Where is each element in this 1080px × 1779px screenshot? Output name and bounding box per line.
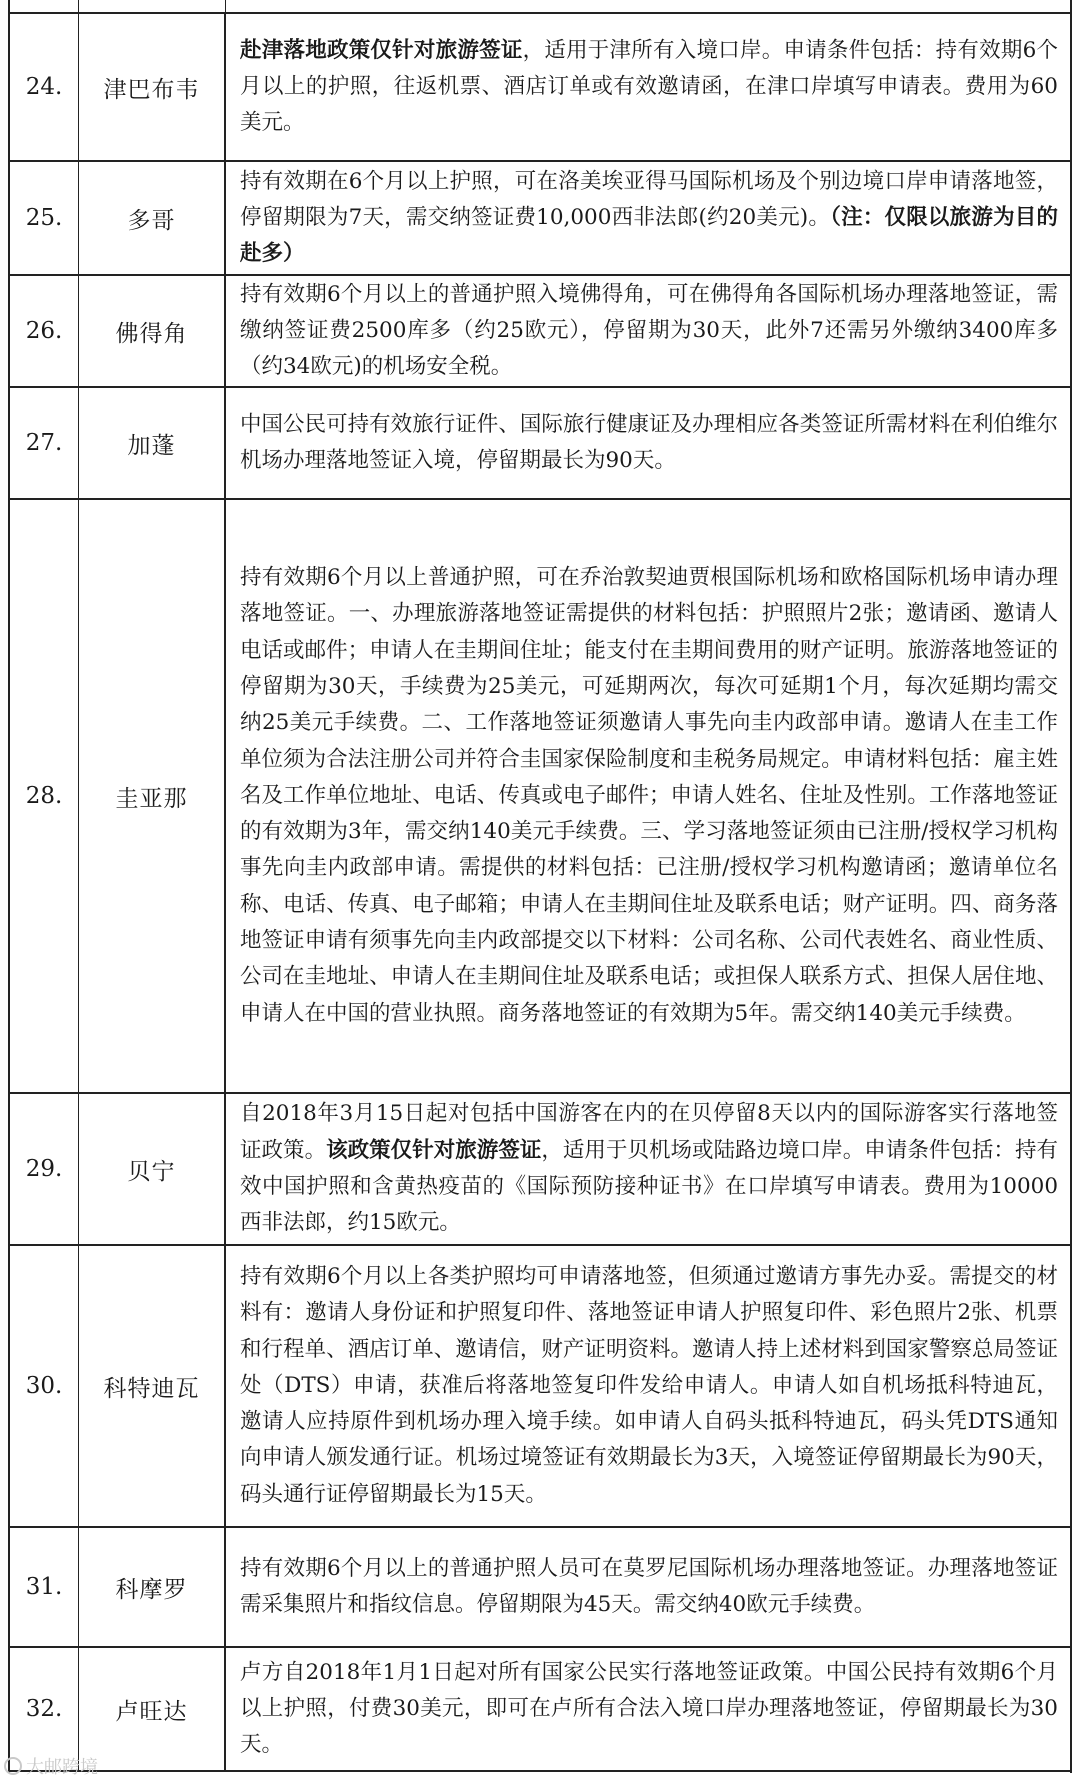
- text: 持有效期6个月以上的普通护照人员可在莫罗尼国际机场办理落地签证。办理落地签证需采集照片和指纹信息。停留期限为45天。需交纳40欧元手续费。: [240, 1555, 1058, 1617]
- table-row: [10, 388, 1070, 500]
- bold-text: （注：仅限以旅游为目的赴多）: [240, 204, 1058, 267]
- policy-description: [226, 1648, 1070, 1770]
- row-number: 29.: [10, 1094, 79, 1244]
- text: 中国公民可持有效旅行证件、国际旅行健康证及办理相应各类签证所需材料在利伯维尔机场办理落地签证入境，停留期最长为90天。: [240, 411, 1058, 473]
- text: ，适用于津所有入境口岸。申请条件包括：持有效期6个月以上的护照，往返机票、酒店订单或有效邀请函，在津口岸填写申请表。费用为60美元。: [240, 37, 1058, 136]
- text: 自2018年3月15日起对包括中国游客在内的在贝停留8天以内的国际游客实行落地签证政策。: [240, 1101, 1058, 1163]
- policy-description: [226, 388, 1070, 498]
- row-number: 32.: [10, 1648, 79, 1770]
- policy-description: [226, 162, 1070, 274]
- row-number: 24.: [10, 14, 79, 160]
- country-name: 卢旺达: [79, 1648, 226, 1770]
- country-name: 贝宁: [79, 1094, 226, 1244]
- watermark-text: 大邮跨境: [26, 1757, 98, 1778]
- text: 持有效期6个月以上的普通护照入境佛得角，可在佛得角各国际机场办理落地签证，需缴纳签证费2500库多（约25欧元），停留期为30天，此外7还需另外缴纳3400库多（约34欧元)的机场安全税。: [240, 281, 1058, 380]
- bold-text: 赴津落地政策仅针对旅游签证: [240, 37, 523, 63]
- text: 持有效期6个月以上各类护照均可申请落地签，但须通过邀请方事先办妥。需提交的材料有：邀请人身份证和护照复印件、落地签证申请人护照复印件、彩色照片2张、机票和行程单、酒店订单、邀请信，财产证明资料。邀请人持上述材料到国家警察总局签证处（DTS）申请，获准后将落地签复印件发给申请人。申请人如自机场抵科特迪瓦，邀请人应持原件到机场办理入境手续。如申请人自码头抵科特迪瓦，码头凭DTS通知向申请人颁发通行证。机场过境签证有效期最长为3天，入境签证停留期最长为90天，码头通行证停留期最长为15天。: [240, 1263, 1058, 1507]
- bold-text: 该政策仅针对旅游签证: [326, 1137, 542, 1163]
- table-row: [10, 162, 1070, 276]
- country-name: 圭亚那: [79, 500, 226, 1092]
- policy-description: [226, 500, 1070, 1092]
- policy-description: [226, 14, 1070, 160]
- watermark-logo-icon: [4, 1757, 22, 1775]
- country-name: 佛得角: [79, 276, 226, 386]
- row-number: 30.: [10, 1246, 79, 1526]
- table-row: [10, 1246, 1070, 1528]
- column-divider: [225, 0, 226, 12]
- policy-description: [226, 276, 1070, 386]
- row-number: 28.: [10, 500, 79, 1092]
- country-name: 多哥: [79, 162, 226, 274]
- policy-description: [226, 1246, 1070, 1526]
- row-number: 25.: [10, 162, 79, 274]
- table-row: [10, 1648, 1070, 1772]
- watermark: [4, 1753, 98, 1779]
- policy-description: [226, 1094, 1070, 1244]
- country-name: 科特迪瓦: [79, 1246, 226, 1526]
- table-row: [10, 12, 1070, 162]
- column-divider: [78, 0, 79, 12]
- row-number: 31.: [10, 1528, 79, 1646]
- country-name: 科摩罗: [79, 1528, 226, 1646]
- table-row: [10, 1528, 1070, 1648]
- table-row: [10, 276, 1070, 388]
- row-number: 26.: [10, 276, 79, 386]
- text: 持有效期6个月以上普通护照，可在乔治敦契迪贾根国际机场和欧格国际机场申请办理落地签证。一、办理旅游落地签证需提供的材料包括：护照照片2张；邀请函、邀请人电话或邮件；申请人在圭期间住址；能支付在圭期间费用的财产证明。旅游落地签证的停留期为30天，手续费为25美元，可延期两次，每次可延期1个月，每次延期均需交纳25美元手续费。二、工作落地签证须邀请人事先向圭内政部申请。邀请人在圭工作单位须为合法注册公司并符合圭国家保险制度和圭税务局规定。申请材料包括：雇主姓名及工作单位地址、电话、传真或电子邮件；申请人姓名、住址及性别。工作落地签证的有效期为3年，需交纳140美元手续费。三、学习落地签证须由已注册/授权学习机构事先向圭内政部申请。需提供的材料包括：已注册/授权学习机构邀请函；邀请单位名称、电话、传真、电子邮箱；申请人在圭期间住址及联系电话；财产证明。四、商务落地签证申请有须事先向圭内政部提交以下材料：公司名称、公司代表姓名、商业性质、公司在圭地址、申请人在圭期间住址及联系电话；或担保人联系方式、担保人居住地、申请人在中国的营业执照。商务落地签证的有效期为5年。需交纳140美元手续费。: [240, 565, 1058, 1026]
- country-name: 津巴布韦: [79, 14, 226, 160]
- policy-description: [226, 1528, 1070, 1646]
- text: ，适用于贝机场或陆路边境口岸。申请条件包括：持有效中国护照和含黄热疫苗的《国际预防接种证书》在口岸填写申请表。费用为10000西非法郎，约15欧元。: [240, 1137, 1058, 1236]
- text: 持有效期在6个月以上护照，可在洛美埃亚得马国际机场及个别边境口岸申请落地签，停留期限为7天，需交纳签证费10,000西非法郎(约20美元)。: [240, 168, 1058, 230]
- visa-table: [8, 0, 1072, 1773]
- row-number: 27.: [10, 388, 79, 498]
- country-name: 加蓬: [79, 388, 226, 498]
- table-row: [10, 1094, 1070, 1246]
- text: 卢方自2018年1月1日起对所有国家公民实行落地签证政策。中国公民持有效期6个月以上护照，付费30美元，即可在卢所有合法入境口岸办理落地签证，停留期最长为30天。: [240, 1659, 1058, 1758]
- table-row: [10, 500, 1070, 1094]
